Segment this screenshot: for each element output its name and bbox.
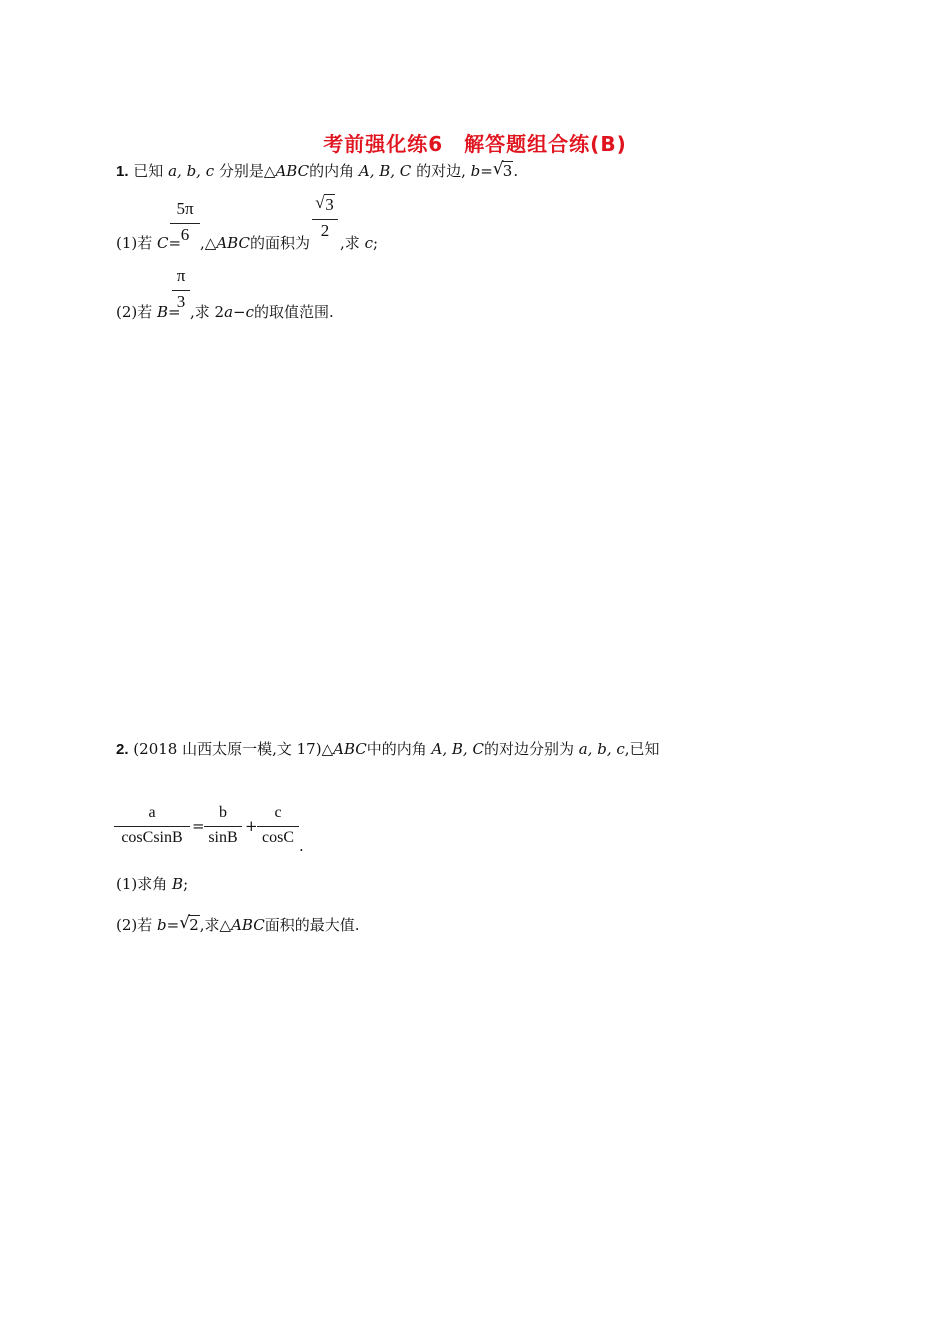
q1-number: 1. [116,163,129,180]
fraction-b-over-sinB: $\frac{b}{\sin B}$ [204,804,242,847]
page-title: 考前强化练6 解答题组合练(B) [323,132,627,156]
q1-part2-end: ,求 2a−c的取值范围. [190,303,334,321]
fraction-5pi-6 [170,199,200,245]
q2-part2: (2)若 b= √ 2,求△ABC面积的最大值. [116,913,360,934]
q1-part1-cont: ,△ABC的面积为 [200,234,310,252]
fraction-denominator: 6 [170,223,200,245]
fraction-denominator: 2 [312,219,338,241]
q1-statement: 1. 已知 a, b, c 分别是△ABC的内角 A, B, C 的对边, b= √ 3. [116,159,519,180]
q2-number: 2. [116,741,129,758]
q1-part1-end: ,求 c; [340,234,379,252]
fraction-numerator: √ 3 [315,193,334,214]
q1-part2: (2)若 B= [116,303,181,321]
fraction-c-over-cosC: $\frac{c}{\cos C}$ [257,804,299,847]
sqrt-2: √ 2 [179,913,199,934]
equals-sign: = [192,817,205,835]
fraction-sqrt3-2 [312,195,338,241]
fraction-numerator: 5π [176,199,194,218]
q2-equation-period: . [299,837,304,855]
q2-part1: (1)求角 B; [116,875,189,893]
sqrt-3: √ 3 [492,159,513,180]
fraction-numerator: π [176,266,186,285]
plus-sign: + [245,817,258,835]
q2-statement: 2. (2018 山西太原一模,文 17)△ABC中的内角 A, B, C的对边分别为 a, b, c,已知 [116,740,660,758]
fraction-pi-3 [172,266,190,312]
fraction-denominator: 3 [172,290,190,312]
q1-part1: (1)若 C= [116,234,182,252]
fraction-a-over-cosCsinB: $\frac{a}{\text{cosCsinB}}$ [114,804,190,847]
